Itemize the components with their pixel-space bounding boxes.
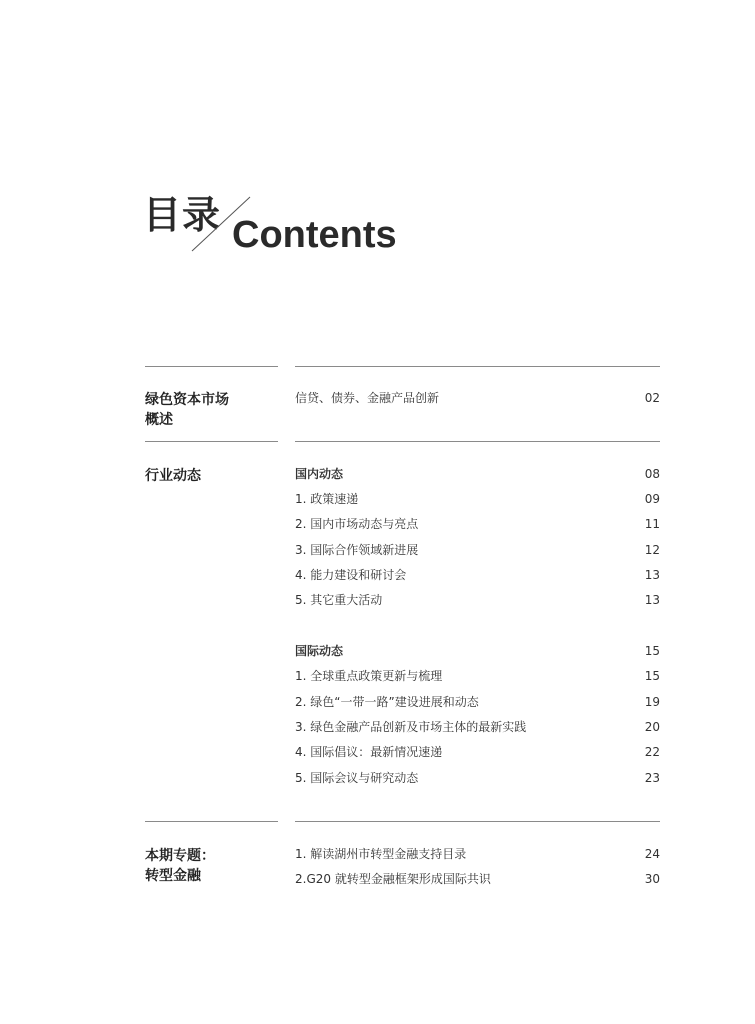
toc-entry-page: 15	[644, 644, 660, 658]
toc-entry-page: 20	[644, 720, 660, 734]
toc-entry-text: 信贷、债券、金融产品创新	[295, 391, 440, 405]
toc-entry-page: 09	[644, 492, 660, 506]
section-label-line: 绿色资本市场	[145, 392, 229, 408]
toc-entry-text: 3. 绿色金融产品创新及市场主体的最新实践	[295, 720, 527, 734]
toc-entry-page: 08	[644, 467, 660, 481]
toc-entry[interactable]	[295, 768, 660, 788]
toc-entry-text: 1. 全球重点政策更新与梳理	[295, 669, 443, 683]
toc-entry[interactable]	[295, 869, 660, 889]
toc-entry[interactable]	[295, 540, 660, 560]
toc-entry-text: 5. 国际会议与研究动态	[295, 771, 419, 785]
section-label-line: 转型金融	[145, 868, 201, 884]
toc-entry-page: 02	[644, 391, 660, 405]
toc-entry-page: 12	[644, 543, 660, 557]
section-label-green-capital-market	[145, 390, 275, 430]
toc-entry-text: 1. 政策速递	[295, 492, 359, 506]
toc-entry-page: 13	[644, 568, 660, 582]
toc-entry-text: 4. 国际倡议：最新情况速递	[295, 745, 443, 759]
toc-entry[interactable]	[295, 692, 660, 712]
toc-entry-text: 2.G20 就转型金融框架形成国际共识	[295, 872, 491, 886]
toc-entry-page: 30	[644, 872, 660, 886]
toc-group-heading-domestic[interactable]	[295, 464, 660, 484]
toc-group-heading-text: 国际动态	[295, 644, 344, 658]
toc-group-heading-text: 国内动态	[295, 467, 344, 481]
toc-entry-page: 11	[644, 517, 660, 531]
page-title-en: Contents	[232, 214, 397, 256]
section-divider-right	[295, 366, 660, 367]
toc-entry[interactable]	[295, 514, 660, 534]
toc-entry-page: 13	[644, 593, 660, 607]
section-divider-left	[145, 366, 278, 367]
toc-entry-text: 4. 能力建设和研讨会	[295, 568, 407, 582]
toc-entry-page: 23	[644, 771, 660, 785]
section-label-line: 本期专题：	[145, 848, 215, 864]
section-label-line: 概述	[145, 412, 173, 428]
toc-entry-text: 2. 国内市场动态与亮点	[295, 517, 419, 531]
section-divider-right	[295, 441, 660, 442]
toc-entry[interactable]	[295, 388, 660, 408]
toc-entry-page: 22	[644, 745, 660, 759]
toc-entry-text: 2. 绿色“一带一路”建设进展和动态	[295, 695, 479, 709]
toc-entry-text: 3. 国际合作领域新进展	[295, 543, 419, 557]
toc-entry[interactable]	[295, 742, 660, 762]
page-title-cn: 目录	[143, 192, 222, 237]
section-divider-left	[145, 441, 278, 442]
toc-entry[interactable]	[295, 844, 660, 864]
toc-entry-page: 24	[644, 847, 660, 861]
toc-entry-page: 15	[644, 669, 660, 683]
toc-entry[interactable]	[295, 489, 660, 509]
toc-entry[interactable]	[295, 590, 660, 610]
section-label-industry-news	[145, 466, 275, 486]
toc-entry[interactable]	[295, 565, 660, 585]
toc-entry-page: 19	[644, 695, 660, 709]
toc-entry-text: 5. 其它重大活动	[295, 593, 383, 607]
toc-entry-text: 1. 解读湖州市转型金融支持目录	[295, 847, 467, 861]
toc-group-heading-international[interactable]	[295, 641, 660, 661]
section-divider-left	[145, 821, 278, 822]
toc-entry[interactable]	[295, 717, 660, 737]
section-divider-right	[295, 821, 660, 822]
section-label-special-topic	[145, 846, 275, 886]
toc-entry[interactable]	[295, 666, 660, 686]
section-label-line: 行业动态	[145, 468, 201, 484]
